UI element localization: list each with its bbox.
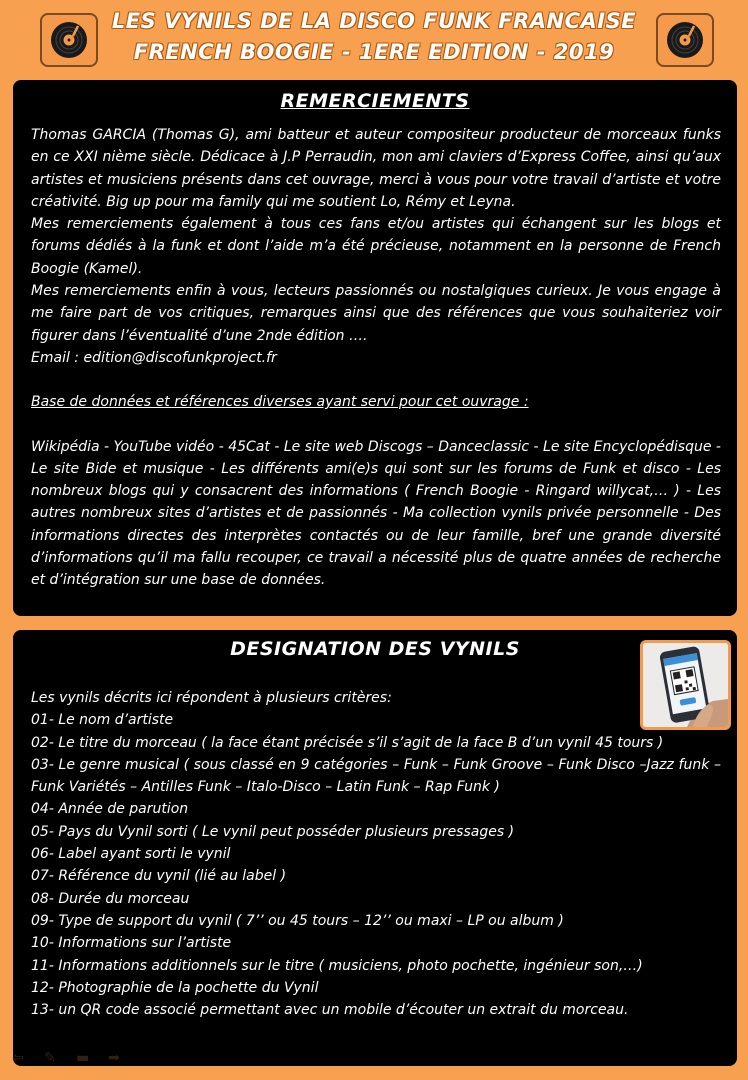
designation-intro: Les vynils décrits ici répondent à plusieurs critères: [31,690,392,706]
criteria-item: 10- Informations sur l’artiste [31,935,232,952]
footer-toolbar [12,1050,132,1070]
remerciements-text [31,124,721,592]
remerciements-paragraph-2: Mes remerciements également à tous ces fans et/ou artistes qui échangent sur les blogs et forums dédiés à la funk et dont l’aide m’a été précieuse, notamment en la personne de French Boogie (Kamel). [31,216,721,277]
criteria-item: 01- Le nom d’artiste [31,712,174,729]
criteria-item: 07- Référence du vynil (lié au label ) [31,868,287,885]
page-header [0,0,748,78]
criteria-item: 13- un QR code associé permettant avec un mobile d’écouter un extrait du morceau. [31,1002,629,1019]
back-arrow-icon[interactable]: ⇦ [12,1050,24,1066]
criteria-item: 09- Type de support du vynil ( 7’’ ou 45 tours – 12’’ ou maxi – LP ou album ) [31,912,564,929]
criteria-item: 02- Le titre du morceau ( la face étant précisée s’il s’agit de la face B d’un vynil 45 tours ) [31,734,664,751]
criteria-item: 04- Année de parution [31,801,189,818]
contact-email[interactable]: Email : edition@discofunkproject.fr [31,349,277,366]
remerciements-paragraph-1: Thomas GARCIA (Thomas G), ami batteur et auteur compositeur producteur de morceaux funks en ce XXI nième siècle. Dédicace à J.P Perraudin, mon ami claviers d’Express Coffee, ainsi qu’aux artistes et musiciens présents dans cet ouvrage, merci à vous pour votre travail d’artiste et votre créativité. Big up pour ma family qui me soutient Lo, Rémy et Leyna. [31,127,721,210]
criteria-item: 05- Pays du Vynil sorti ( Le vynil peut posséder plusieurs pressages ) [31,823,515,840]
header-title-line1: LES VYNILS DE LA DISCO FUNK FRANCAISE [111,9,637,33]
criteria-item: 08- Durée du morceau [31,890,190,907]
remerciements-paragraph-3: Mes remerciements enfin à vous, lecteurs passionnés ou nostalgiques curieux. Je vous engage à me faire part de vos critiques, remarques ainsi que des références que vous souhaiteriez voir figurer dans l’éventualité d’une 2nde édition …. [31,283,721,344]
criteria-item: 03- Le genre musical ( sous classé en 9 catégories – Funk – Funk Groove – Funk Disco –Jazz funk – Funk Variétés – Antilles Funk – Italo-Disco – Latin Funk – Rap Funk ) [31,756,721,796]
header-title-line2: FRENCH BOOGIE - 1ERE EDITION - 2019 [133,40,615,64]
vinyl-record-icon [40,13,98,67]
forward-arrow-icon[interactable]: ➡ [108,1050,120,1066]
vinyl-record-icon [656,13,714,67]
pencil-icon[interactable]: ✎ [44,1050,56,1066]
remerciements-panel [13,80,737,616]
criteria-item: 12- Photographie de la pochette du Vynil [31,979,319,996]
criteria-item: 06- Label ayant sorti le vynil [31,846,231,863]
sources-text: Wikipédia - YouTube vidéo - 45Cat - Le site web Discogs – Danceclassic - Le site Encyclopédisque - Le site Bide et musique - Les différents ami(e)s qui sont sur les forums de Funk et disco - Les nombreux blogs qui y consacrent des informations ( French Boogie - Ringard willycat,… ) - Les autres nombreux sites d’artistes et de passionnés - Ma collection vynils privée personnelle - Des informations directes des interprètes contactés ou de leur famille, bref une grande diversité d’informations qu’il ma fallu recouper, ce travail a nécessité plus de quatre années de recherche et d’intégration sur une base de données. [31,438,721,589]
remerciements-title: REMERCIEMENTS [280,90,470,112]
sources-heading: Base de données et références diverses ayant servi pour cet ouvrage : [31,394,529,411]
designation-panel [13,630,737,1066]
designation-text [31,687,721,1021]
designation-title: DESIGNATION DES VYNILS [230,638,520,660]
menu-icon[interactable]: ▬ [76,1050,90,1066]
criteria-item: 11- Informations additionnels sur le titre ( musiciens, photo pochette, ingénieur son,…) [31,957,643,974]
